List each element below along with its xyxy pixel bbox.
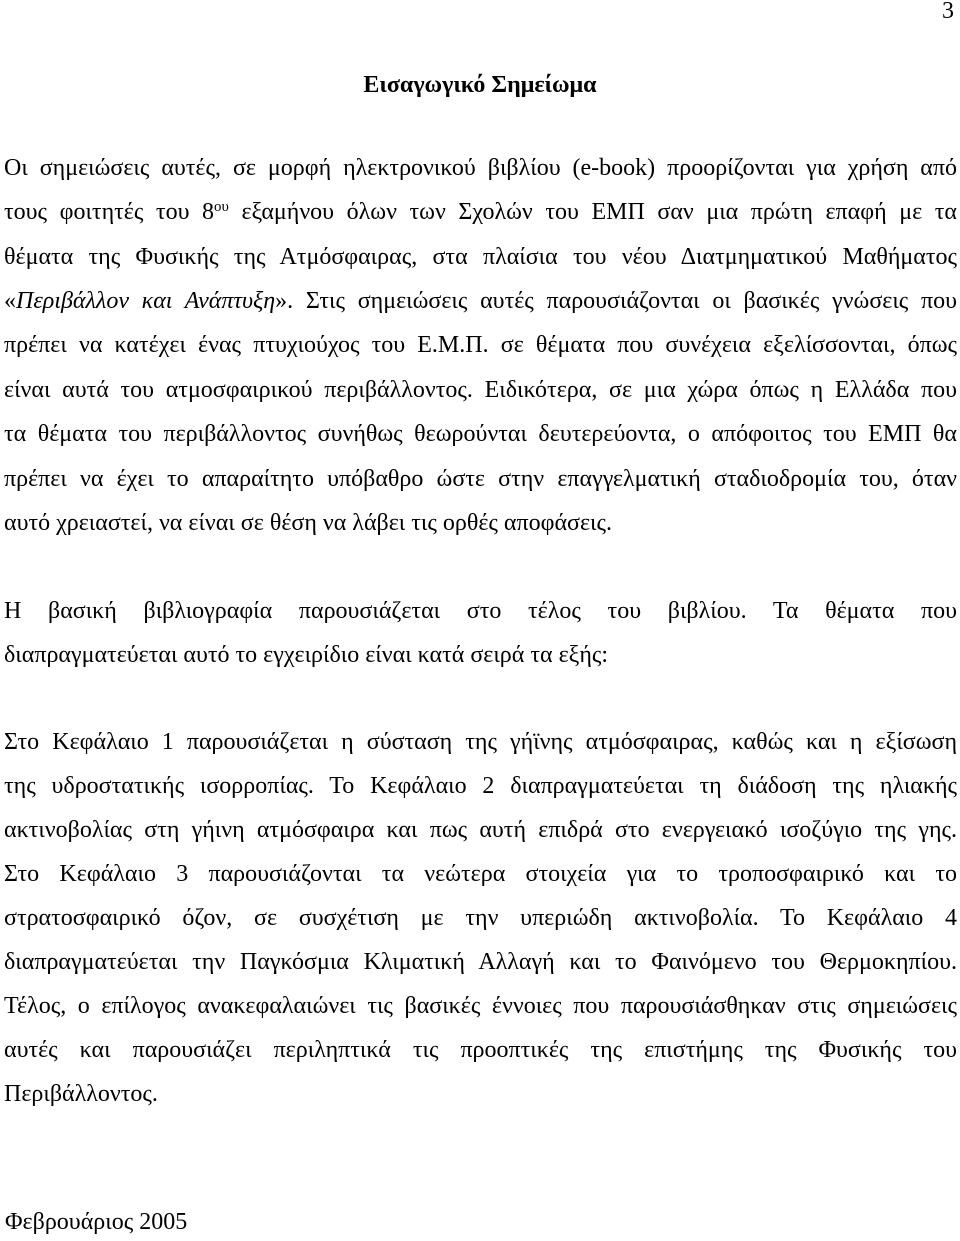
text-line: διαπραγματεύεται αυτό το εγχειρίδιο είναι κατά σειρά τα εξής:	[4, 642, 609, 668]
text-line: Περιβάλλοντος.	[4, 1081, 158, 1107]
date-signature: Φεβρουάριος 2005	[5, 1209, 188, 1235]
text-line: είναι αυτά του ατμοσφαιρικού περιβάλλοντος. Ειδικότερα, σε μια χώρα όπως η Ελλάδα που	[4, 376, 957, 403]
paragraph-chapters	[4, 720, 957, 1116]
text-line: της υδροστατικής ισορροπίας. Το Κεφάλαιο 2 διαπραγματεύεται τη διάδοση της ηλιακής	[4, 773, 957, 799]
paragraph-bibliography	[4, 589, 957, 677]
text-line	[4, 190, 957, 234]
text-segment: εξαμήνου όλων των Σχολών του ΕΜΠ σαν μια πρώτη επαφή με τα	[228, 199, 957, 226]
text-line: αυτές και παρουσιάζει περιληπτικά τις προοπτικές της επιστήμης της Φυσικής του	[4, 1037, 957, 1063]
superscript-ordinal: ου	[214, 199, 229, 216]
text-line: Στο Κεφάλαιο 1 παρουσιάζεται η σύσταση της γήϊνης ατμόσφαιρας, καθώς και η εξίσωση	[4, 729, 957, 755]
paragraph-intro	[4, 146, 957, 546]
text-line: διαπραγματεύεται την Παγκόσμια Κλιματική Αλλαγή και το Φαινόμενο του Θερμοκηπίου.	[4, 949, 957, 975]
text-line: θέματα της Φυσικής της Ατμόσφαιρας, στα πλαίσια του νέου Διατμηματικού Μαθήματος	[4, 243, 957, 270]
text-line: πρέπει να κατέχει ένας πτυχιούχος του Ε.Μ.Π. σε θέματα που συνέχεια εξελίσσονται, όπως	[4, 332, 957, 359]
text-line: ακτινοβολίας στη γήινη ατμόσφαιρα και πως αυτή επιδρά στο ενεργειακό ισοζύγιο της γης.	[4, 817, 957, 843]
page-number: 3	[942, 0, 954, 24]
text-line: Στο Κεφάλαιο 3 παρουσιάζονται τα νεώτερα στοιχεία για το τροποσφαιρικό και το	[4, 861, 957, 887]
text-segment: τους φοιτητές του 8	[4, 199, 215, 226]
course-title-italic: Περιβάλλον και Ανάπτυξη	[16, 287, 276, 314]
text-line: αυτό χρειαστεί, να είναι σε θέση να λάβει τις ορθές αποφάσεις.	[4, 509, 613, 536]
text-line: στρατοσφαιρικό όζον, σε συσχέτιση με την υπεριώδη ακτινοβολία. Το Κεφάλαιο 4	[4, 905, 957, 931]
text-line: πρέπει να έχει το απαραίτητο υπόβαθρο ώστε στην επαγγελματική σταδιοδρομία του, όταν	[4, 465, 957, 492]
text-line: Η βασική βιβλιογραφία παρουσιάζεται στο τέλος του βιβλίου. Τα θέματα που	[4, 598, 957, 624]
text-line: Οι σημειώσεις αυτές, σε μορφή ηλεκτρονικού βιβλίου (e-book) προορίζονται για χρήση από	[4, 154, 957, 181]
page-title: Εισαγωγικό Σημείωμα	[363, 72, 597, 98]
text-segment: ». Στις σημειώσεις αυτές παρουσιάζονται οι βασικές γνώσεις που	[275, 287, 958, 314]
text-line: τα θέματα του περιβάλλοντος συνήθως θεωρούνται δευτερεύοντα, ο απόφοιτος του ΕΜΠ θα	[4, 421, 957, 448]
text-line: Τέλος, ο επίλογος ανακεφαλαιώνει τις βασικές έννοιες που παρουσιάσθηκαν στις σημειώσεις	[4, 993, 957, 1019]
text-segment: «	[4, 287, 16, 314]
text-line	[4, 279, 957, 323]
